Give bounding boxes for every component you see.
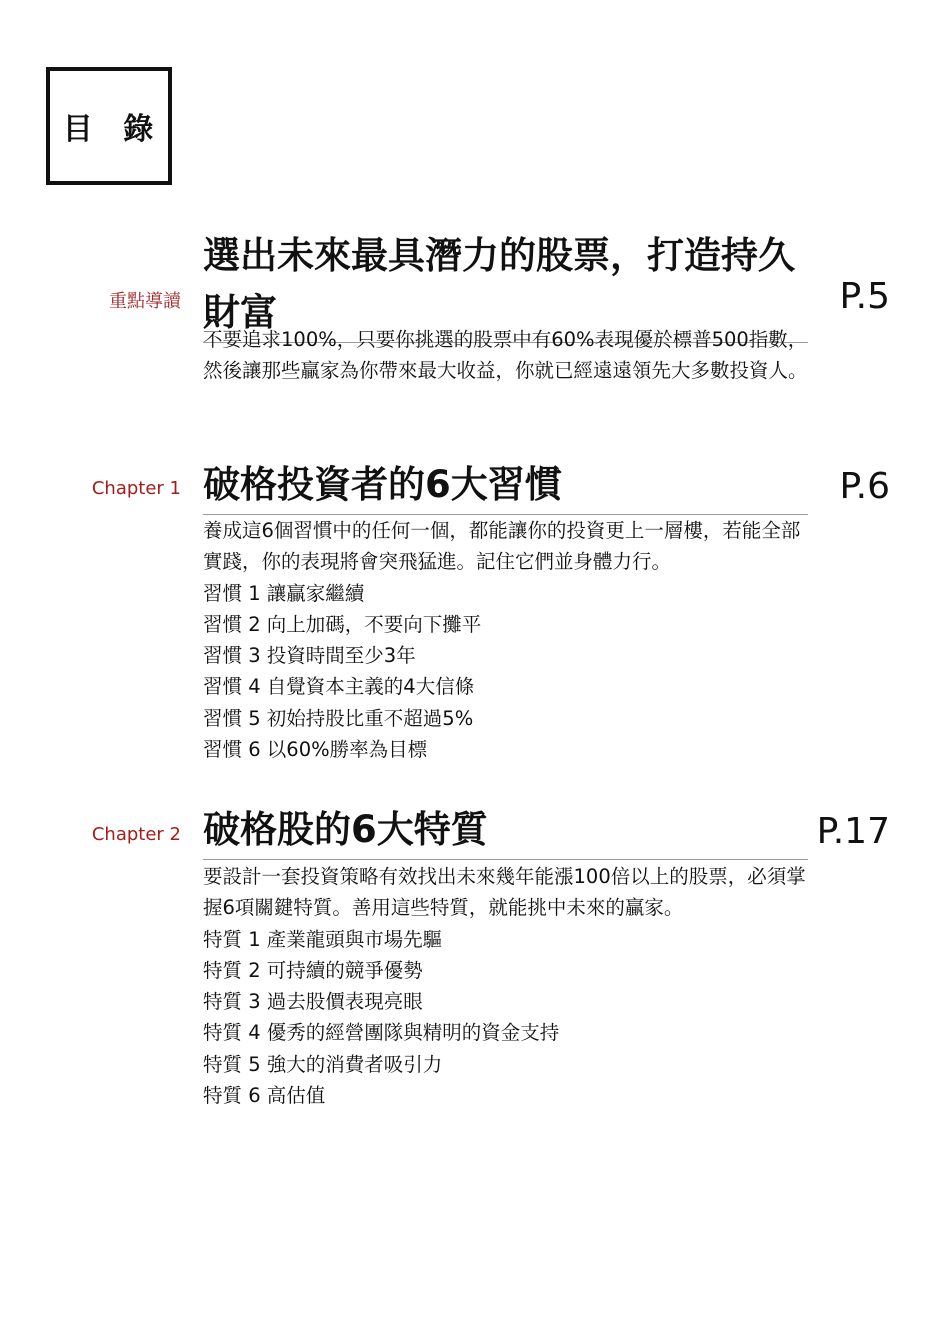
section-description: 養成這6個習慣中的任何一個，都能讓你的投資更上一層樓，若能全部實踐，你的表現將會突飛猛進。記住它們並身體力行。 [203,519,801,574]
list-item: 習慣 1 讓贏家繼續 [203,581,365,605]
section-description: 要設計一套投資策略有效找出未來幾年能漲100倍以上的股票，必須掌握6項關鍵特質。善用這些特質，就能挑中未來的贏家。 [203,865,806,920]
toc-title: 目 錄 [62,112,164,147]
list-item: 特質 4 優秀的經營團隊與精明的資金支持 [203,1021,560,1045]
list-item: 習慣 6 以60%勝率為目標 [203,738,428,762]
section-label: Chapter 2 [91,824,181,845]
section-label: 重點導讀 [109,291,181,312]
list-item: 特質 2 可持續的競爭優勢 [203,958,423,982]
section-body [203,861,808,1111]
list-item: 習慣 2 向上加碼，不要向下攤平 [203,612,482,636]
list-item: 特質 3 過去股價表現亮眼 [203,990,423,1014]
section-label: Chapter 1 [91,478,181,499]
list-item: 特質 1 產業龍頭與市場先驅 [203,927,443,951]
trait-list [203,924,808,1112]
toc-title-box [46,67,172,185]
section-description: 不要追求100%，只要你挑選的股票中有60%表現優於標普500指數，然後讓那些贏家為你帶來最大收益，你就已經遠遠領先大多數投資人。 [203,328,808,383]
section-title[interactable]: 破格投資者的6大習慣 [203,456,808,515]
list-item: 特質 5 強大的消費者吸引力 [203,1052,443,1076]
list-item: 習慣 4 自覺資本主義的4大信條 [203,675,475,699]
page-number[interactable]: P.5 [839,276,890,317]
section-title[interactable]: 破格股的6大特質 [203,801,808,860]
page-number[interactable]: P.17 [816,811,890,852]
list-item: 習慣 5 初始持股比重不超過5% [203,706,474,730]
section-title[interactable]: 選出未來最具潛力的股票，打造持久財富 [203,227,808,343]
page-number[interactable]: P.6 [839,466,890,507]
habit-list [203,578,808,766]
list-item: 習慣 3 投資時間至少3年 [203,644,416,668]
list-item: 特質 6 高估值 [203,1084,326,1108]
section-body [203,515,808,765]
section-body [203,324,808,387]
